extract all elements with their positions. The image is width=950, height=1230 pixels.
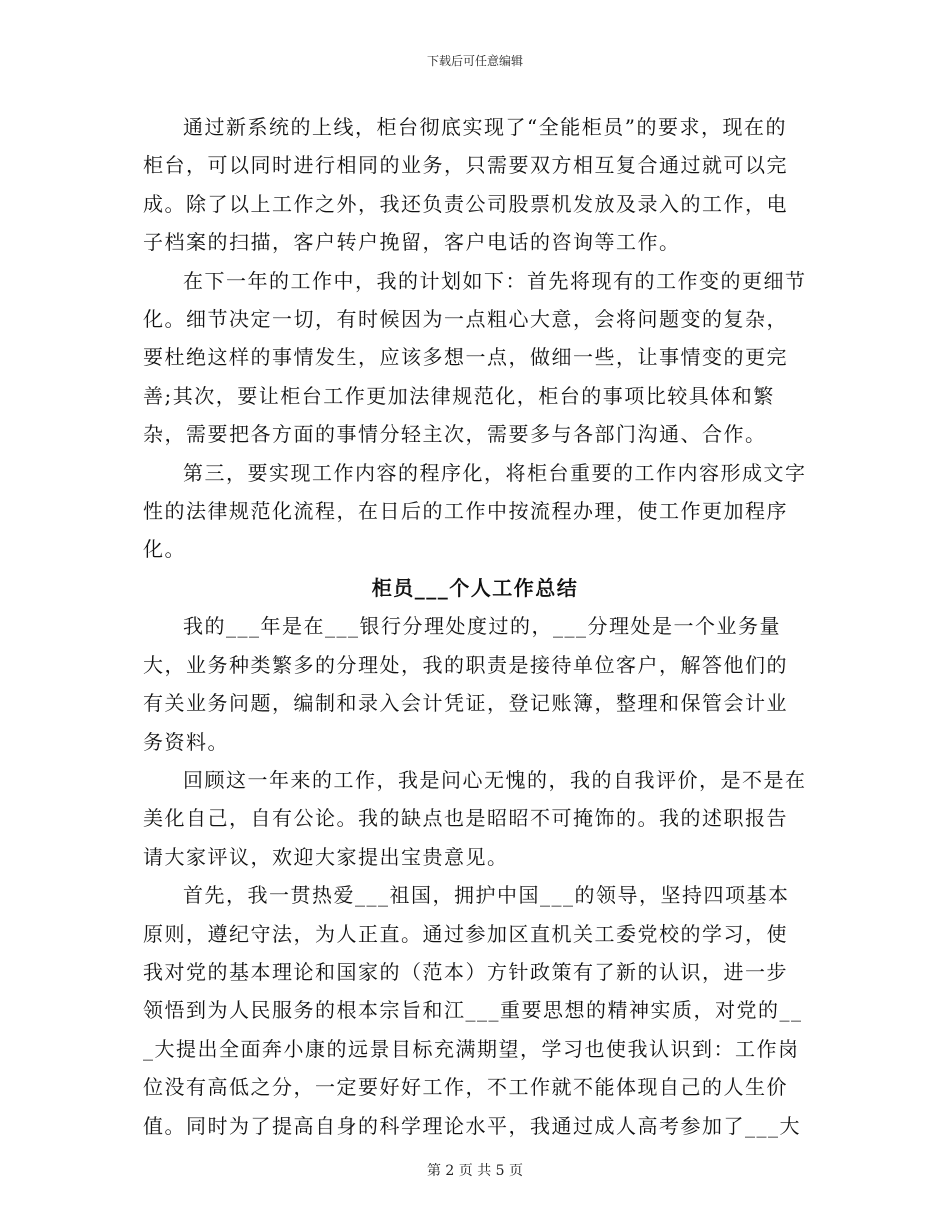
paragraph-4: 我的___年是在___银行分理处度过的，___分理处是一个业务量大，业务种类繁多的分理处，我的职责是接待单位客户，解答他们的有关业务问题，编制和录入会计凭证，登记账簿，整理和保管会计业务资料。 xyxy=(143,614,788,754)
paragraph-1: 通过新系统的上线，柜台彻底实现了“全能柜员”的要求，现在的柜台，可以同时进行相同的业务，只需要双方相互复合通过就可以完成。除了以上工作之外，我还负责公司股票机发放及录入的工作，电子档案的扫描，客户转户挽留，客户电话的咨询等工作。 xyxy=(143,115,788,255)
paragraph-5: 回顾这一年来的工作，我是问心无愧的，我的自我评价，是不是在美化自己，自有公论。我的缺点也是昭昭不可掩饰的。我的述职报告请大家评议，欢迎大家提出宝贵意见。 xyxy=(143,767,807,869)
section-title: 柜员___个人工作总结 xyxy=(371,575,579,600)
paragraph-6: 首先，我一贯热爱___祖国，拥护中国___的领导，坚持四项基本原则，遵纪守法，为人正直。通过参加区直机关工委党校的学习，使我对党的基本理论和国家的（范本）方针政策有了新的认识，进一步领悟到为人民服务的根本宗旨和江___重要思想的精神实质，对党的___大提出全面奔小康的远景目标充满期望，学习也使我认识到：工作岗位没有高低之分，一定要好好工作，不工作就不能体现自己的人生价值。同时为了提高自身的科学理论水平，我通过成人高考参加了___大 xyxy=(143,883,803,1138)
page-number-footer: 第 2 页 共 5 页 xyxy=(426,1163,524,1179)
paragraph-2: 在下一年的工作中，我的计划如下：首先将现有的工作变的更细节化。细节决定一切，有时候因为一点粗心大意，会将问题变的复杂，要杜绝这样的事情发生，应该多想一点，做细一些，让事情变的更完善;其次，要让柜台工作更加法律规范化，柜台的事项比较具体和繁杂，需要把各方面的事情分轻主次，需要多与各部门沟通、合作。 xyxy=(143,268,807,447)
document-body xyxy=(143,108,807,1145)
paragraph-3: 第三，要实现工作内容的程序化，将柜台重要的工作内容形成文字性的法律规范化流程，在日后的工作中按流程办理，使工作更加程序化。 xyxy=(143,460,807,562)
page-header-note: 下载后可任意编辑 xyxy=(426,54,523,68)
